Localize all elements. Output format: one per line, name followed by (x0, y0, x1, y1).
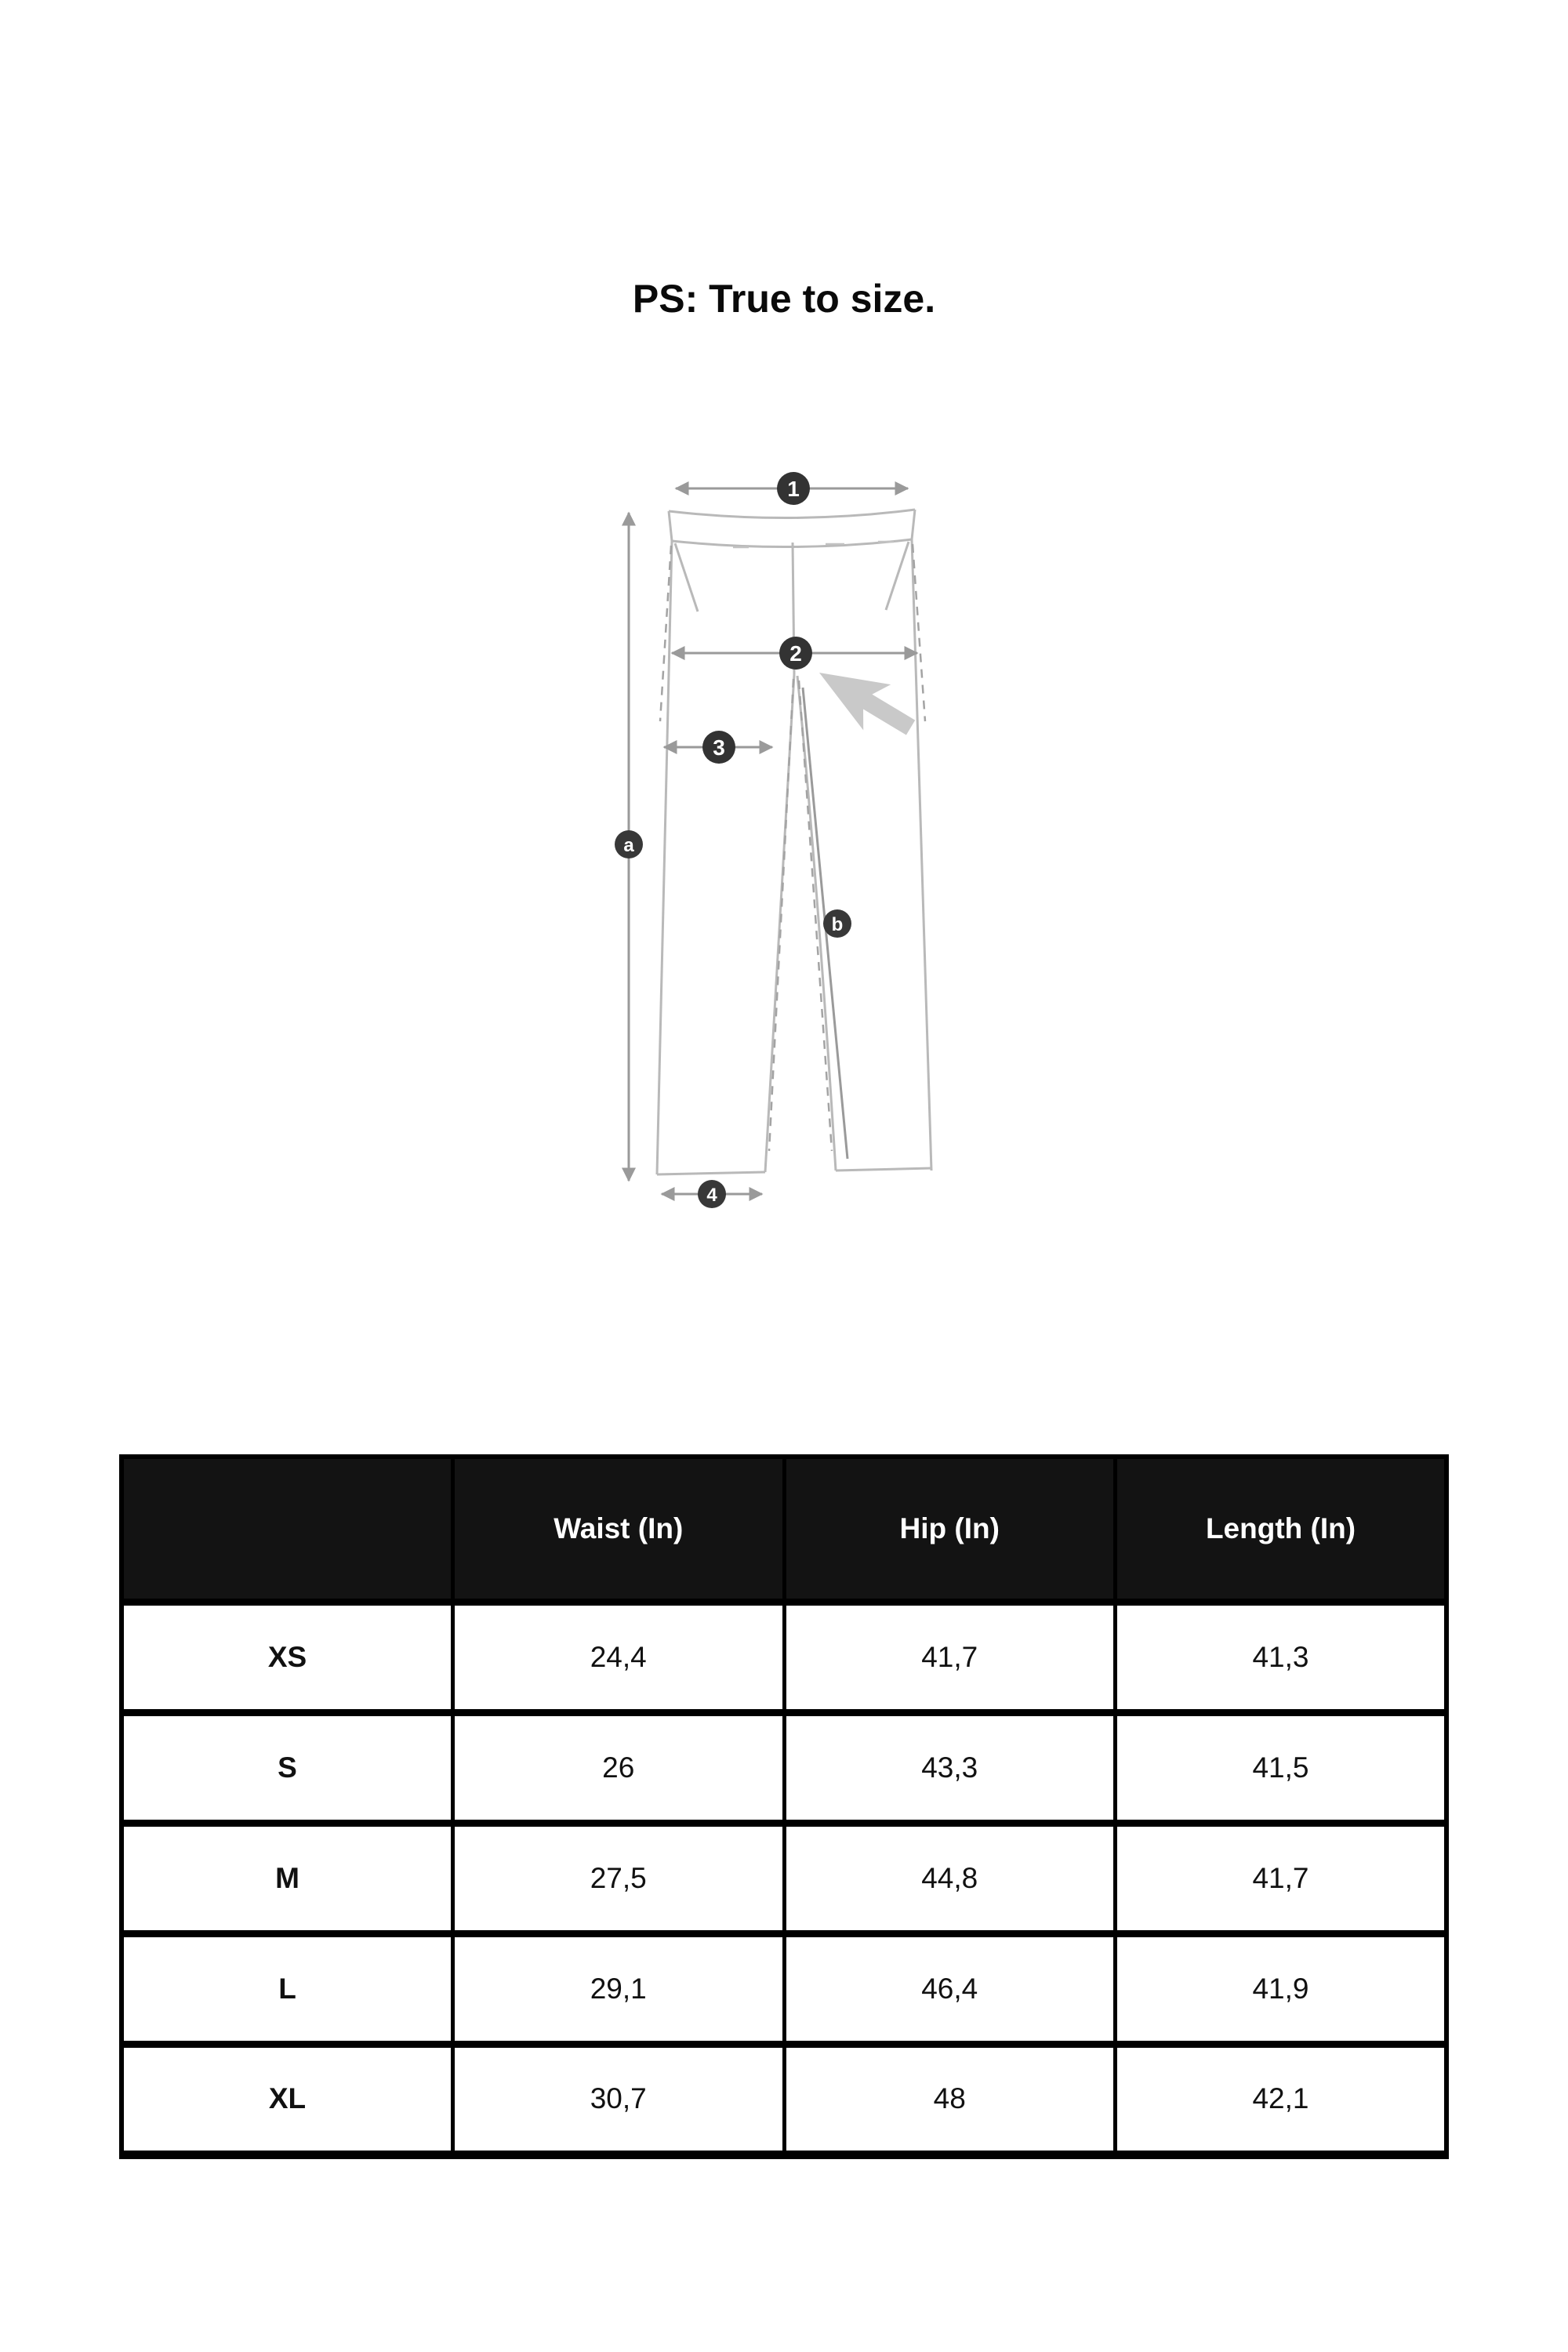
size-chart-body (122, 1602, 1446, 2154)
pants-measurement-diagram (580, 463, 988, 1215)
waist-value: 26 (453, 1712, 785, 1823)
header-length: Length (In) (1116, 1457, 1447, 1602)
table-row-l (122, 1933, 1446, 2044)
hip-marker-badge (779, 637, 812, 670)
waist-value: 24,4 (453, 1602, 785, 1712)
header-row (122, 1457, 1446, 1602)
pants-outline (657, 510, 931, 1174)
waist-marker-label: 1 (787, 477, 800, 501)
waist-value: 27,5 (453, 1823, 785, 1933)
length-value: 41,5 (1116, 1712, 1447, 1823)
size-label: XL (122, 2044, 453, 2154)
size-chart-table (119, 1454, 1449, 2159)
length-marker-badge (615, 830, 643, 858)
leg-opening-marker-badge (698, 1180, 726, 1208)
waist-marker-badge (777, 472, 810, 505)
length-value: 41,9 (1116, 1933, 1447, 2044)
hip-value: 43,3 (784, 1712, 1116, 1823)
page-title: PS: True to size. (632, 277, 936, 321)
size-label: L (122, 1933, 453, 2044)
hip-value: 46,4 (784, 1933, 1116, 2044)
leg-opening-marker-label: 4 (706, 1185, 717, 1206)
length-marker-label: a (623, 835, 634, 856)
table-row-xl (122, 2044, 1446, 2154)
waist-value: 29,1 (453, 1933, 785, 2044)
thigh-marker-label: 3 (713, 735, 725, 760)
length-value: 41,7 (1116, 1823, 1447, 1933)
inseam-marker-badge (823, 909, 851, 938)
pants-diagram-svg (580, 463, 988, 1215)
hip-marker-label: 2 (789, 641, 802, 666)
thigh-marker-badge (702, 731, 735, 764)
inseam-marker-label: b (831, 914, 844, 935)
waist-value: 30,7 (453, 2044, 785, 2154)
length-value: 42,1 (1116, 2044, 1447, 2154)
size-chart-header (122, 1457, 1446, 1602)
hip-value: 48 (784, 2044, 1116, 2154)
header-hip: Hip (In) (784, 1457, 1116, 1602)
header-size (122, 1457, 453, 1602)
size-label: XS (122, 1602, 453, 1712)
size-label: M (122, 1823, 453, 1933)
length-value: 41,3 (1116, 1602, 1447, 1712)
table-row-m (122, 1823, 1446, 1933)
size-label: S (122, 1712, 453, 1823)
cursor-arrow-icon (805, 650, 924, 750)
header-waist: Waist (In) (453, 1457, 785, 1602)
hip-value: 41,7 (784, 1602, 1116, 1712)
table-row-s (122, 1712, 1446, 1823)
hip-value: 44,8 (784, 1823, 1116, 1933)
table-row-xs (122, 1602, 1446, 1712)
